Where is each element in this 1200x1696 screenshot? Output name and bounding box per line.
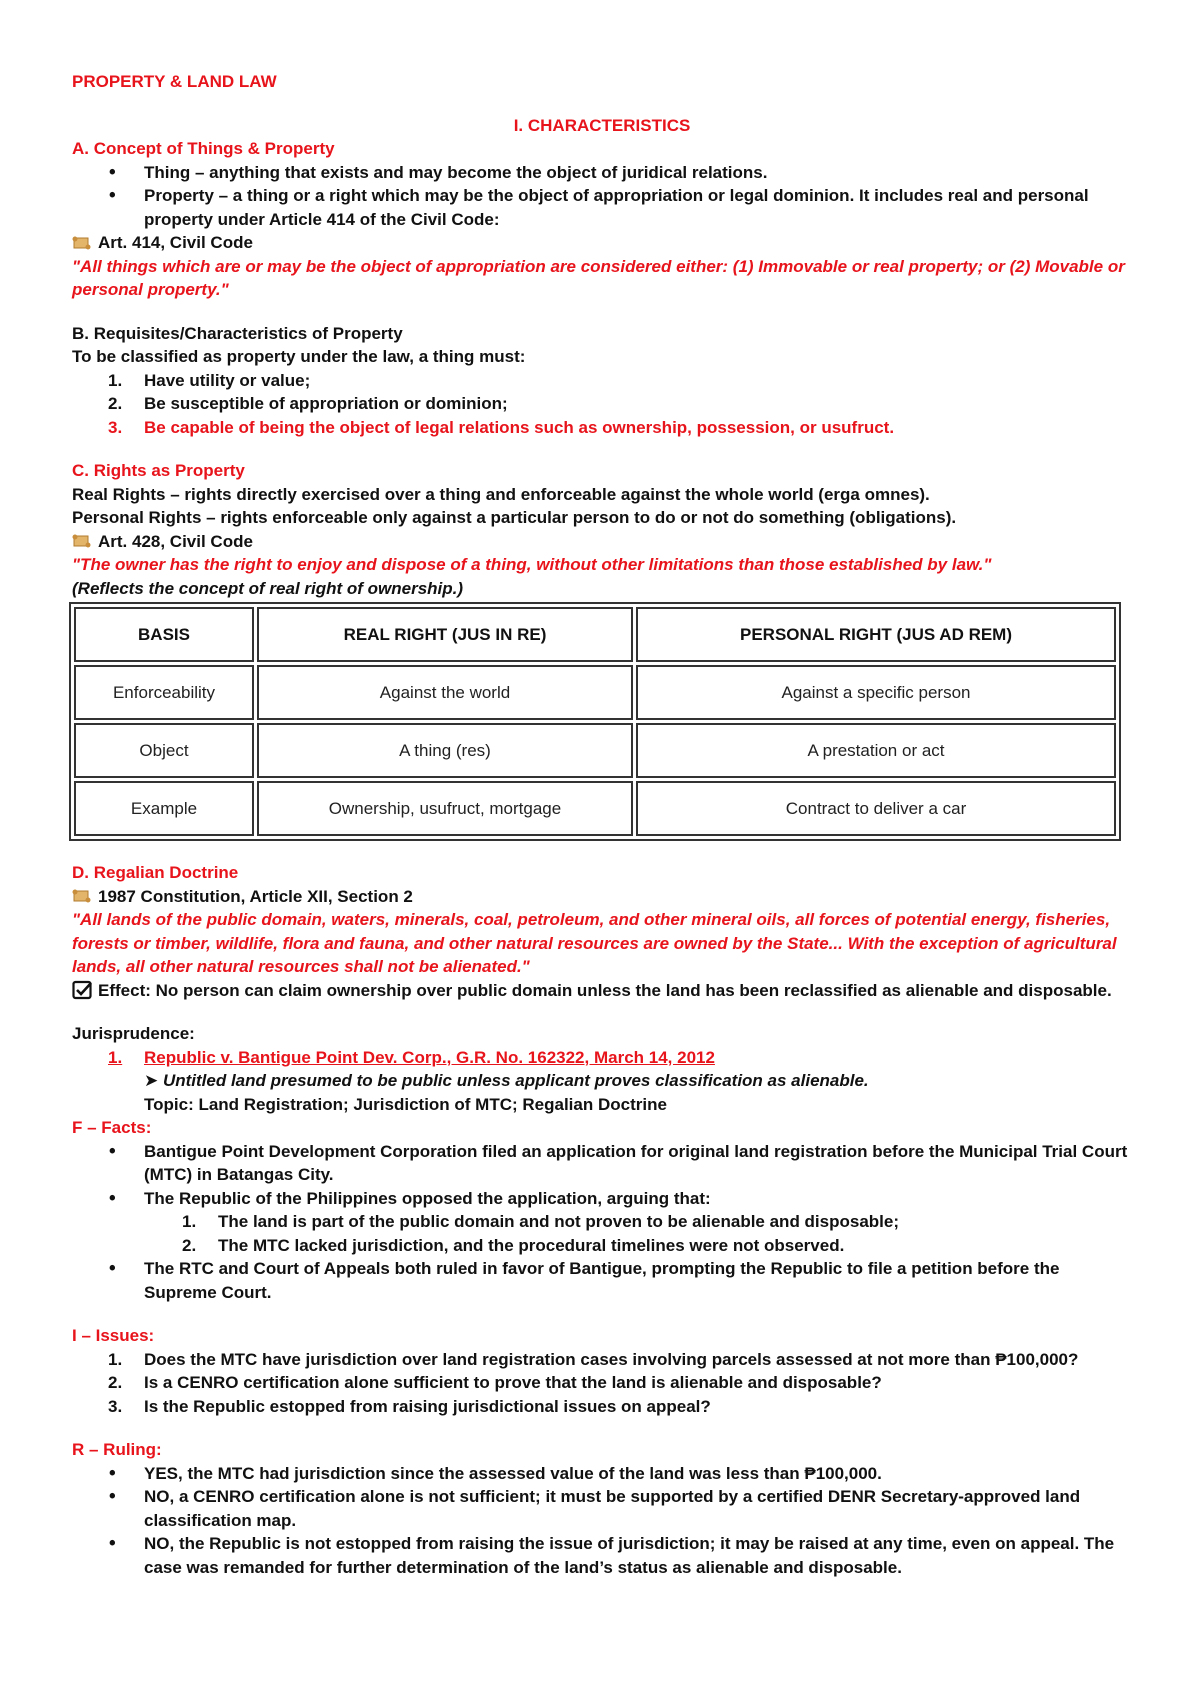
document-page xyxy=(72,70,1132,1579)
list-item: 2. Be susceptible of appropriation or dominion; xyxy=(108,394,508,413)
article-quote: "All things which are or may be the object of appropriation are considered either: (1) Immovable or real property; or (2) Movable or personal property." xyxy=(72,256,1125,299)
list-item: • The Republic of the Philippines opposed the application, arguing that: xyxy=(72,1187,1132,1211)
scroll-icon xyxy=(72,888,92,904)
table-cell: Against the world xyxy=(257,665,633,720)
ruling-list xyxy=(72,1462,1132,1580)
section-d-heading: D. Regalian Doctrine xyxy=(72,863,239,882)
list-item: 1. Have utility or value; xyxy=(108,370,311,390)
list-item: 1. Does the MTC have jurisdiction over land registration cases involving parcels assessed at not more than ₱100,000? xyxy=(108,1349,1079,1369)
table-cell: Contract to deliver a car xyxy=(636,781,1116,836)
article-reference xyxy=(72,885,1132,909)
section-a-bullets xyxy=(72,161,1132,232)
issues-heading: I – Issues: xyxy=(72,1326,155,1345)
table-cell: Against a specific person xyxy=(636,665,1116,720)
list-item: • The RTC and Court of Appeals both ruled in favor of Bantigue, prompting the Republic to file a petition before the Supreme Court. xyxy=(72,1257,1132,1304)
table-header: BASIS xyxy=(74,607,254,662)
facts-heading: F – Facts: xyxy=(72,1118,152,1137)
list-item: 3. Is the Republic estopped from raising jurisdictional issues on appeal? xyxy=(108,1396,711,1416)
article-reference xyxy=(72,231,1132,255)
table-row xyxy=(74,665,1116,720)
facts-list xyxy=(72,1140,1132,1211)
article-ref-text: Art. 428, Civil Code xyxy=(98,531,253,551)
section-title: I. CHARACTERISTICS xyxy=(513,115,691,135)
list-item: • NO, a CENRO certification alone is not sufficient; it must be supported by a certified DENR Secretary-approved land classification map. xyxy=(72,1485,1132,1532)
document-title: PROPERTY & LAND LAW xyxy=(72,72,277,91)
table-header-row xyxy=(74,607,1116,662)
case-topic: Topic: Land Registration; Jurisdiction of MTC; Regalian Doctrine xyxy=(144,1094,667,1114)
list-item: • NO, the Republic is not estopped from raising the issue of jurisdiction; it may be raised at any time, even on appeal. The case was remanded for further determination of the land’s status as alienable and disposable. xyxy=(72,1532,1132,1579)
list-item: 3. Be capable of being the object of legal relations such as ownership, possession, or usufruct. xyxy=(108,417,895,437)
ruling-heading: R – Ruling: xyxy=(72,1440,162,1459)
section-b-heading: B. Requisites/Characteristics of Property xyxy=(72,323,403,343)
facts-list-cont xyxy=(72,1257,1132,1304)
table-header: REAL RIGHT (JUS IN RE) xyxy=(257,607,633,662)
list-item: • Thing – anything that exists and may become the object of juridical relations. xyxy=(72,161,1132,185)
table-cell: A thing (res) xyxy=(257,723,633,778)
article-quote: "All lands of the public domain, waters, minerals, coal, petroleum, and other mineral oils, all forces of potential energy, fisheries, forests or timber, wildlife, flora and fauna, and other natural resources are owned by the State... With the exception of agricultural lands, all other natural resources shall not be alienated." xyxy=(72,910,1117,976)
table-row xyxy=(74,781,1116,836)
case-doctrine: ➤ Untitled land presumed to be public unless applicant proves classification as alienable. xyxy=(144,1071,869,1090)
real-rights-line: Real Rights – rights directly exercised over a thing and enforceable against the whole world (erga omnes). xyxy=(72,484,930,504)
quote-note: (Reflects the concept of real right of ownership.) xyxy=(72,578,464,598)
list-item: 2. The MTC lacked jurisdiction, and the procedural timelines were not observed. xyxy=(182,1235,845,1255)
list-item: 1. Republic v. Bantigue Point Dev. Corp., G.R. No. 162322, March 14, 2012 xyxy=(108,1047,715,1067)
facts-sublist xyxy=(72,1210,1132,1257)
article-ref-text: Art. 414, Civil Code xyxy=(98,233,253,252)
section-a-heading: A. Concept of Things & Property xyxy=(72,139,335,158)
scroll-icon xyxy=(72,533,92,549)
list-item: 1. The land is part of the public domain and not proven to be alienable and disposable; xyxy=(182,1212,900,1231)
table-cell: Example xyxy=(74,781,254,836)
table-header: PERSONAL RIGHT (JUS AD REM) xyxy=(636,607,1116,662)
list-item: 2. Is a CENRO certification alone sufficient to prove that the land is alienable and disposable? xyxy=(108,1373,882,1392)
personal-rights-line: Personal Rights – rights enforceable only against a particular person to do or not do something (obligations). xyxy=(72,508,957,527)
table-cell: Ownership, usufruct, mortgage xyxy=(257,781,633,836)
table-cell: A prestation or act xyxy=(636,723,1116,778)
article-reference xyxy=(72,530,1132,554)
issues-list xyxy=(72,1348,1132,1419)
scroll-icon xyxy=(72,235,92,251)
section-b-list xyxy=(72,369,1132,440)
list-item: • Bantigue Point Development Corporation filed an application for original land registration before the Municipal Trial Court (MTC) in Batangas City. xyxy=(72,1140,1132,1187)
case-list xyxy=(72,1046,1132,1070)
rights-comparison-table xyxy=(69,602,1121,841)
section-b-intro: To be classified as property under the law, a thing must: xyxy=(72,347,526,366)
table-cell: Enforceability xyxy=(74,665,254,720)
table-row xyxy=(74,723,1116,778)
effect-text: No person can claim ownership over public domain unless the land has been reclassified as alienable and disposable. xyxy=(150,980,1112,1000)
list-item: • Property – a thing or a right which may be the object of appropriation or legal dominion. It includes real and personal property under Article 414 of the Civil Code: xyxy=(72,184,1132,231)
effect-label: Effect: xyxy=(98,980,151,1000)
jurisprudence-heading: Jurisprudence: xyxy=(72,1024,195,1043)
section-c-heading: C. Rights as Property xyxy=(72,461,245,480)
article-ref-text: 1987 Constitution, Article XII, Section 2 xyxy=(98,886,413,906)
table-cell: Object xyxy=(74,723,254,778)
article-quote: "The owner has the right to enjoy and dispose of a thing, without other limitations than those established by law." xyxy=(72,555,992,574)
list-item: • YES, the MTC had jurisdiction since the assessed value of the land was less than ₱100,000. xyxy=(72,1462,1132,1486)
checkbox-checked-icon xyxy=(72,980,94,1000)
effect-line xyxy=(72,979,1132,1003)
case-title-link[interactable]: Republic v. Bantigue Point Dev. Corp., G.R. No. 162322, March 14, 2012 xyxy=(144,1047,715,1067)
